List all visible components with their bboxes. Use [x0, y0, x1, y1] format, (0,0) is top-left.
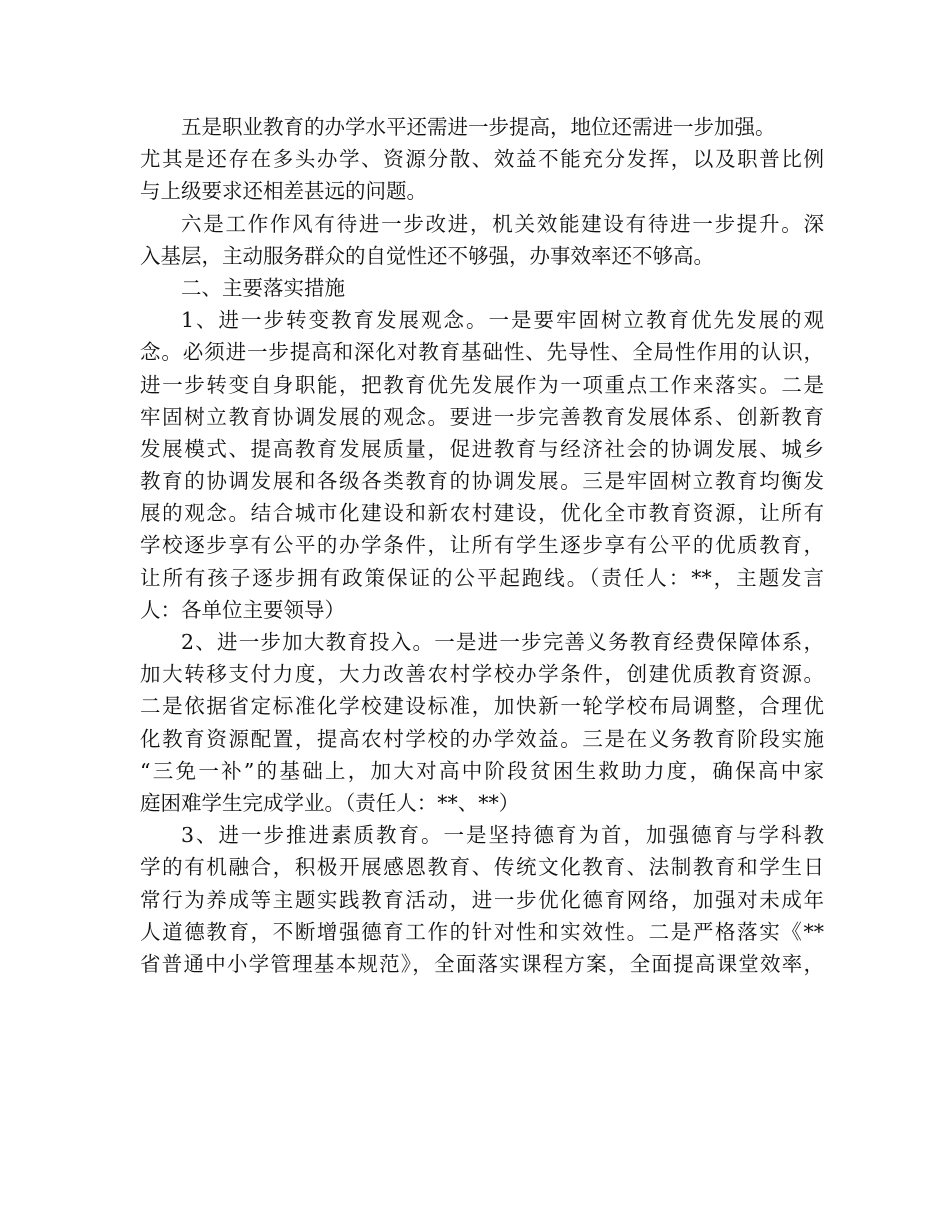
text-line: 发展模式、提高教育发展质量，促进教育与经济社会的协调发展、城乡: [140, 436, 824, 461]
text-line: 常行为养成等主题实践教育活动，进一步优化德育网络，加强对未成年: [140, 887, 824, 912]
text-line: 庭困难学生完成学业。（责任人：**、**）: [140, 790, 520, 815]
text-line: 让所有孩子逐步拥有政策保证的公平起跑线。（责任人：**，主题发言: [140, 565, 824, 590]
document-body: [140, 111, 824, 980]
text-line: 五是职业教育的办学水平还需进一步提高，地位还需进一步加强。: [181, 115, 776, 139]
text-line: 二是依据省定标准化学校建设标准，加快新一轮学校布局调整，合理优: [140, 694, 824, 719]
text-line: 念。必须进一步提高和深化对教育基础性、先导性、全局性作用的认识，: [140, 340, 824, 365]
text-line: 二、主要落实措施: [181, 275, 345, 300]
text-line: 人道德教育，不断增强德育工作的针对性和实效性。二是严格落实《**: [140, 919, 824, 944]
text-line: 入基层，主动服务群众的自觉性还不够强，办事效率还不够高。: [140, 243, 714, 268]
text-line: 进一步转变自身职能，把教育优先发展作为一项重点工作来落实。二是: [140, 372, 824, 397]
text-line: 学的有机融合，积极开展感恩教育、传统文化教育、法制教育和学生日: [140, 855, 824, 880]
text-line: 3、进一步推进素质教育。一是坚持德育为首，加强德育与学科教: [181, 823, 824, 848]
text-line: 加大转移支付力度，大力改善农村学校办学条件，创建优质教育资源。: [140, 662, 824, 687]
text-line: 人：各单位主要领导）: [140, 597, 345, 622]
text-line: 1、进一步转变教育发展观念。一是要牢固树立教育优先发展的观: [181, 308, 824, 333]
text-line: 尤其是还存在多头办学、资源分散、效益不能充分发挥，以及职普比例: [140, 147, 824, 172]
text-line: “三免一补”的基础上，加大对高中阶段贫困生救助力度，确保高中家: [140, 758, 824, 783]
text-line: 展的观念。结合城市化建设和新农村建设，优化全市教育资源，让所有: [140, 501, 824, 526]
text-line: 化教育资源配置，提高农村学校的办学效益。三是在义务教育阶段实施: [140, 726, 824, 751]
text-line: 学校逐步享有公平的办学条件，让所有学生逐步享有公平的优质教育，: [140, 533, 824, 558]
text-line: 省普通中小学管理基本规范》，全面落实课程方案，全面提高课堂效率，: [140, 951, 824, 976]
text-line: 与上级要求还相差甚远的问题。: [140, 179, 427, 204]
text-line: 教育的协调发展和各级各类教育的协调发展。三是牢固树立教育均衡发: [140, 469, 824, 494]
text-line: 六是工作作风有待进一步改进，机关效能建设有待进一步提升。深: [181, 211, 824, 236]
text-line: 牢固树立教育协调发展的观念。要进一步完善教育发展体系、创新教育: [140, 404, 824, 429]
text-line: 2、进一步加大教育投入。一是进一步完善义务教育经费保障体系，: [181, 630, 824, 654]
